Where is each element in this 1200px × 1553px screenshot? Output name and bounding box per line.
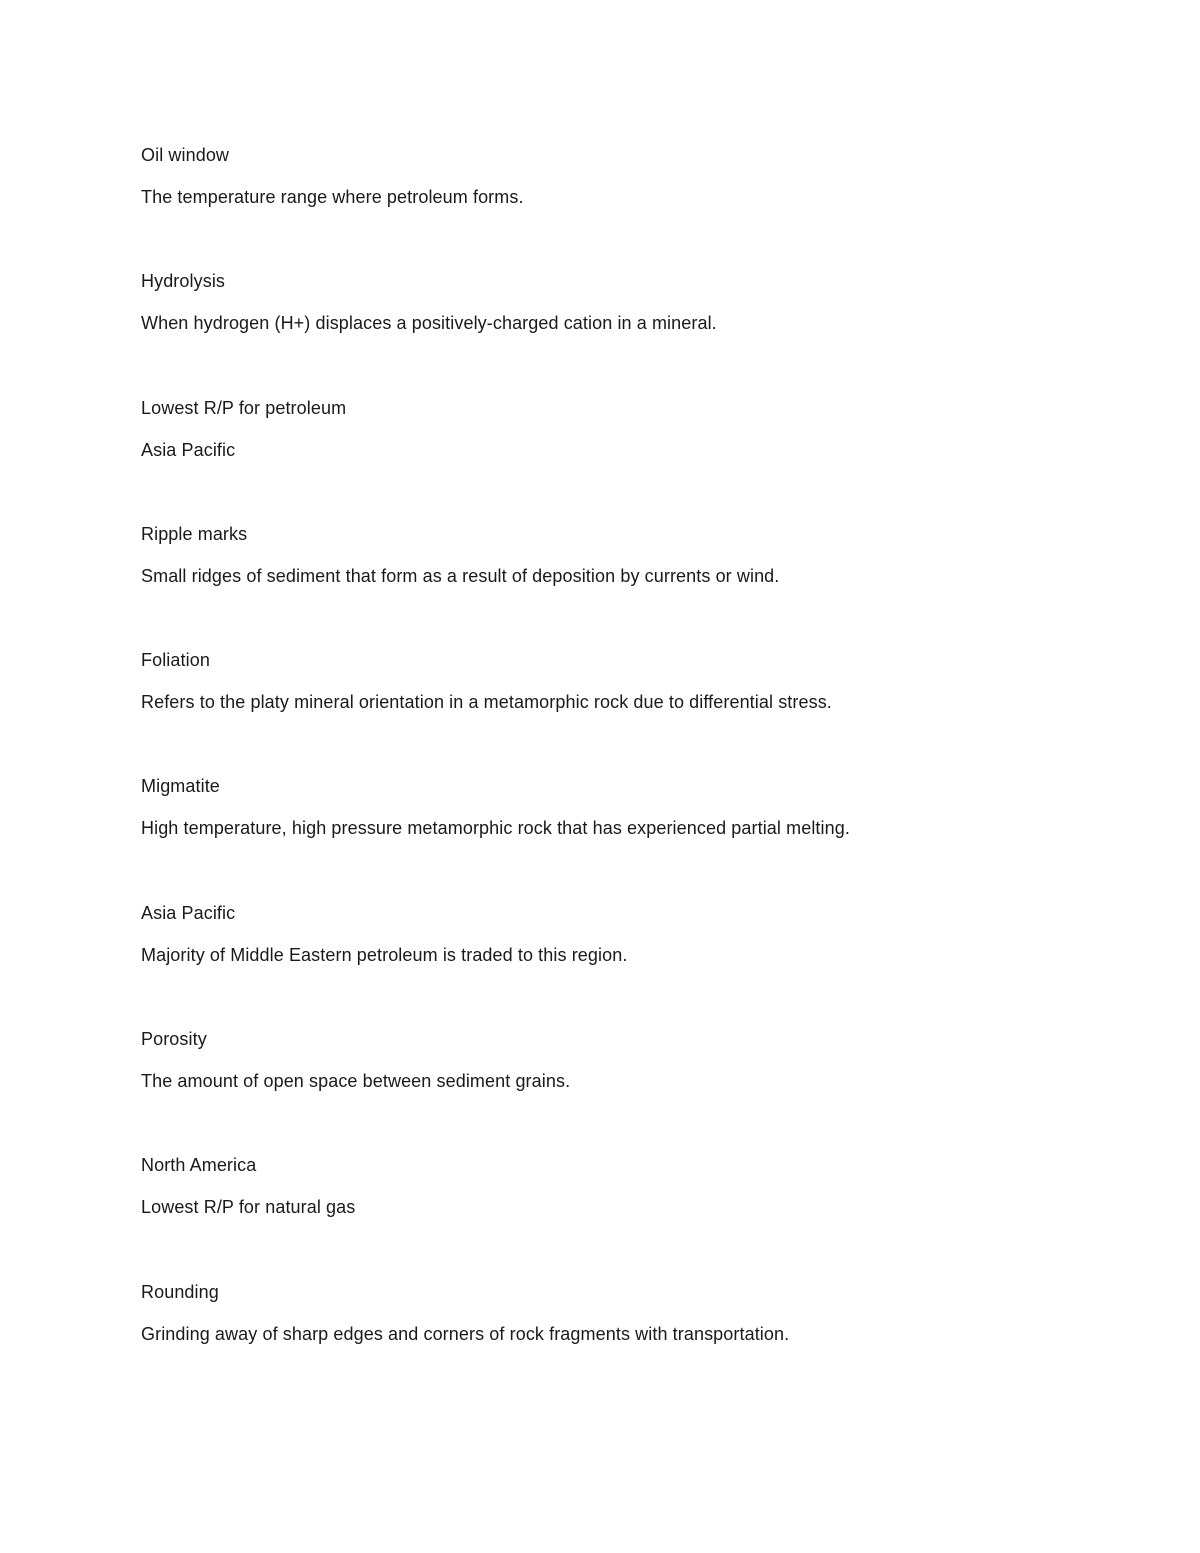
flashcard-entry-asia-pacific	[141, 901, 1101, 1027]
entry-definition: Small ridges of sediment that form as a result of deposition by currents or wind.	[141, 565, 780, 586]
entry-term: Ripple marks	[141, 523, 248, 544]
flashcard-entry-rounding	[141, 1280, 1101, 1406]
entry-definition: Asia Pacific	[141, 439, 236, 460]
flashcard-entry-lowest-rp-petroleum	[141, 396, 1101, 522]
entry-definition: The amount of open space between sediment grains.	[141, 1071, 571, 1092]
flashcard-entry-ripple-marks	[141, 522, 1101, 648]
entry-definition: Grinding away of sharp edges and corners of rock fragments with transportation.	[141, 1323, 790, 1344]
flashcard-entry-oil-window	[141, 143, 1101, 269]
entry-definition: Majority of Middle Eastern petroleum is traded to this region.	[141, 944, 628, 965]
entry-term: Foliation	[141, 650, 210, 671]
entry-definition: Refers to the platy mineral orientation in a metamorphic rock due to differential stress.	[141, 692, 832, 713]
flashcard-entry-migmatite	[141, 774, 1101, 900]
entry-definition: High temperature, high pressure metamorphic rock that has experienced partial melting.	[141, 818, 850, 839]
entry-term: Hydrolysis	[141, 271, 226, 292]
flashcard-entry-porosity	[141, 1027, 1101, 1153]
entry-definition: Lowest R/P for natural gas	[141, 1197, 356, 1218]
entry-term: Porosity	[141, 1029, 207, 1050]
flashcard-entry-hydrolysis	[141, 269, 1101, 395]
entry-term: Migmatite	[141, 776, 220, 797]
entry-definition: The temperature range where petroleum forms.	[141, 187, 524, 207]
flashcard-entry-foliation	[141, 648, 1101, 774]
entry-term: North America	[141, 1155, 257, 1176]
entry-definition: When hydrogen (H+) displaces a positively-charged cation in a mineral.	[141, 313, 717, 334]
entry-term: Asia Pacific	[141, 902, 236, 923]
entry-term: Rounding	[141, 1281, 219, 1302]
entry-term: Oil window	[141, 145, 230, 165]
entry-term: Lowest R/P for petroleum	[141, 397, 347, 418]
flashcard-entry-north-america	[141, 1153, 1101, 1279]
flashcard-list	[141, 143, 1101, 1406]
